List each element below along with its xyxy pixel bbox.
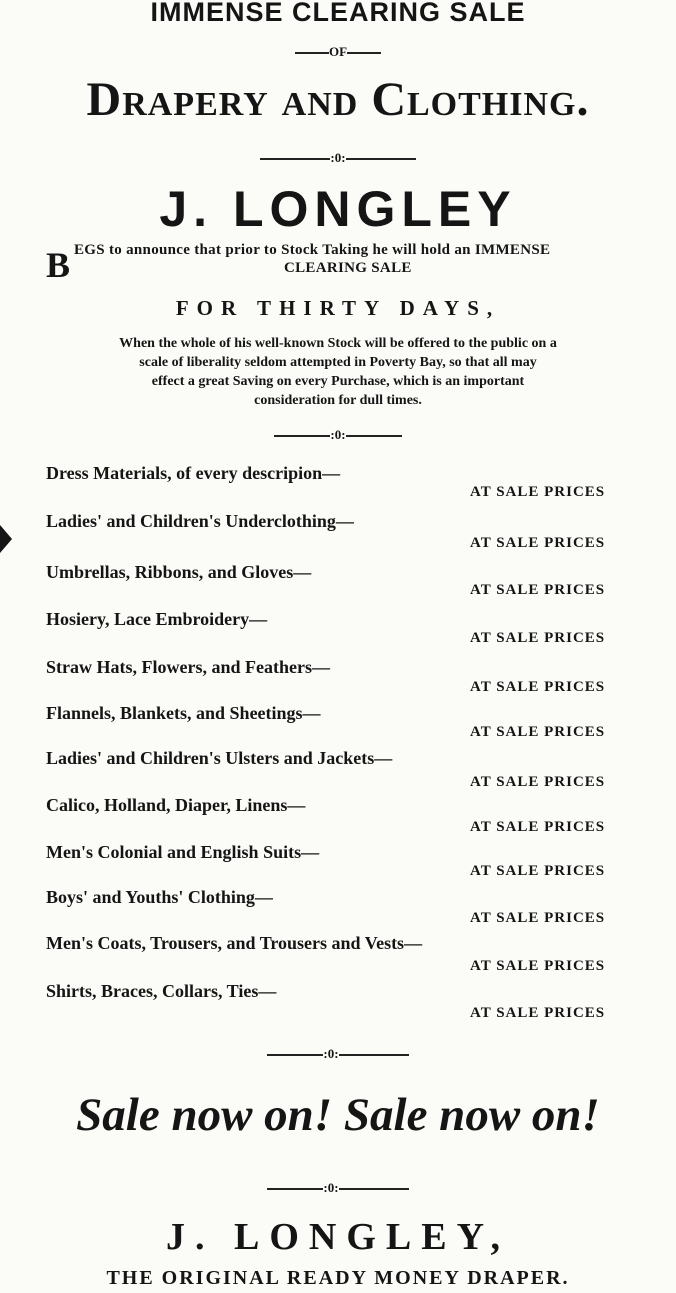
item-price: AT SALE PRICES <box>470 679 606 695</box>
divider-rule <box>346 158 416 160</box>
item-price: AT SALE PRICES <box>470 630 606 646</box>
item-name: Dress Materials, of every descripion— <box>46 463 341 483</box>
divider-rule <box>267 1054 323 1056</box>
item-price: AT SALE PRICES <box>470 484 606 500</box>
separator-mark: :0: <box>323 1180 339 1195</box>
drop-cap: B <box>46 245 71 285</box>
advert-title: Drapery and Clothing. <box>86 73 590 126</box>
item-price: AT SALE PRICES <box>470 910 606 926</box>
divider-rule <box>339 1188 409 1190</box>
item-price: AT SALE PRICES <box>470 724 606 740</box>
item-name: Men's Coats, Trousers, and Trousers and Vests— <box>46 933 423 953</box>
item-name: Straw Hats, Flowers, and Feathers— <box>46 657 330 677</box>
of-word: OF <box>328 44 348 59</box>
item-name: Boys' and Youths' Clothing— <box>46 887 273 907</box>
item-price: AT SALE PRICES <box>470 958 606 974</box>
description-line-4: consideration for dull times. <box>254 393 422 408</box>
sale-period: FOR THIRTY DAYS, <box>175 296 501 320</box>
merchant-name: J. LONGLEY <box>159 181 517 237</box>
announcement-line-1: EGS to announce that prior to Stock Taking he will hold an IMMENSE <box>74 242 551 258</box>
item-name: Flannels, Blankets, and Sheetings— <box>46 703 321 723</box>
item-price: AT SALE PRICES <box>470 819 606 835</box>
item-price: AT SALE PRICES <box>470 863 606 879</box>
description-line-3: effect a great Saving on every Purchase, which is an important <box>151 374 525 389</box>
separator-4 <box>0 1180 676 1196</box>
item-name: Hosiery, Lace Embroidery— <box>46 609 268 629</box>
divider-rule <box>346 435 402 437</box>
closing-merchant-name: J. LONGLEY, <box>165 1216 511 1258</box>
sale-now-on-banner: Sale now on! Sale now on! <box>76 1089 600 1141</box>
divider-rule <box>274 435 330 437</box>
divider-rule <box>347 52 381 54</box>
item-name: Men's Colonial and English Suits— <box>46 842 320 862</box>
arrow-pointer-icon <box>0 525 12 553</box>
item-price: AT SALE PRICES <box>470 535 606 551</box>
item-name: Calico, Holland, Diaper, Linens— <box>46 795 306 815</box>
announcement-line-2: CLEARING SALE <box>284 260 412 276</box>
item-name: Umbrellas, Ribbons, and Gloves— <box>46 562 312 582</box>
sale-heading: IMMENSE CLEARING SALE <box>150 0 526 27</box>
item-name: Shirts, Braces, Collars, Ties— <box>46 981 277 1001</box>
divider-rule <box>295 52 329 54</box>
separator-mark: :0: <box>330 427 346 442</box>
divider-rule <box>267 1188 323 1190</box>
merchant-tagline: THE ORIGINAL READY MONEY DRAPER. <box>106 1267 570 1289</box>
separator-3 <box>0 1046 676 1062</box>
divider-rule <box>260 158 330 160</box>
divider-rule <box>339 1054 409 1056</box>
separator-mark: :0: <box>323 1046 339 1061</box>
description-line-2: scale of liberality seldom attempted in Poverty Bay, so that all may <box>139 355 537 370</box>
item-list <box>46 455 676 1035</box>
item-name: Ladies' and Children's Underclothing— <box>46 511 354 531</box>
description-line-1: When the whole of his well-known Stock will be offered to the public on a <box>119 336 557 351</box>
item-price: AT SALE PRICES <box>470 774 606 790</box>
item-price: AT SALE PRICES <box>470 582 606 598</box>
separator-2 <box>0 427 676 443</box>
item-price: AT SALE PRICES <box>470 1005 606 1021</box>
item-name: Ladies' and Children's Ulsters and Jackets— <box>46 748 393 768</box>
separator-1 <box>0 150 676 166</box>
separator-mark: :0: <box>330 150 346 165</box>
of-divider <box>0 44 676 60</box>
